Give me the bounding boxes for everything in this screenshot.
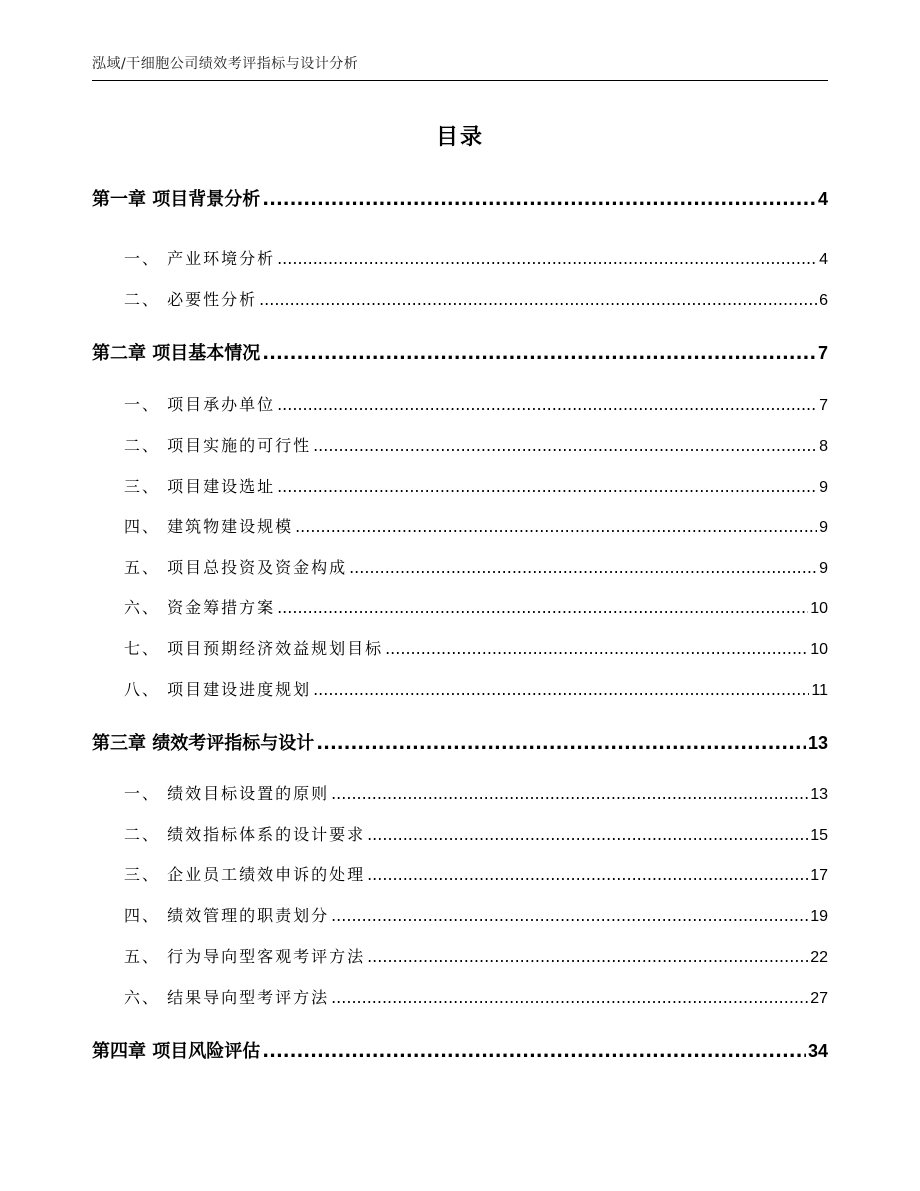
toc-entry-label: 第四章 项目风险评估 xyxy=(92,1041,261,1062)
toc-section-entry[interactable] xyxy=(92,555,828,579)
toc-leader-dots xyxy=(277,249,817,268)
toc-page-number: 9 xyxy=(819,560,828,577)
toc-page-number: 22 xyxy=(810,949,828,966)
toc-leader-dots xyxy=(385,639,808,658)
toc-entry-label: 一、 产业环境分析 xyxy=(124,249,276,268)
toc-page-number: 9 xyxy=(819,519,828,536)
toc-entry-label: 四、 绩效管理的职责划分 xyxy=(124,906,330,925)
toc-chapter-entry[interactable] xyxy=(92,185,828,213)
toc-entry-label: 七、 项目预期经济效益规划目标 xyxy=(124,639,384,658)
toc-section-entry[interactable] xyxy=(92,474,828,498)
toc-leader-dots xyxy=(262,1041,806,1062)
toc-section-entry[interactable] xyxy=(92,595,828,619)
toc-page-number: 9 xyxy=(819,479,828,496)
header-divider xyxy=(92,80,828,81)
toc-title: 目录 xyxy=(435,125,484,150)
toc-leader-dots xyxy=(367,865,808,884)
page-header: 泓域/干细胞公司绩效考评指标与设计分析 xyxy=(92,56,359,72)
toc-leader-dots xyxy=(259,290,817,309)
toc-page-number: 4 xyxy=(819,251,828,268)
toc-chapter-entry[interactable] xyxy=(92,1037,828,1065)
toc-section-entry[interactable] xyxy=(92,636,828,660)
toc-entry-label: 八、 项目建设进度规划 xyxy=(124,680,312,699)
toc-entry-label: 第二章 项目基本情况 xyxy=(92,343,261,364)
toc-section-entry[interactable] xyxy=(92,514,828,538)
toc-page-number: 10 xyxy=(810,641,828,658)
toc-page-number: 15 xyxy=(810,827,828,844)
toc-entry-label: 第三章 绩效考评指标与设计 xyxy=(92,733,315,754)
toc-entry-label: 二、 绩效指标体系的设计要求 xyxy=(124,825,366,844)
toc-entry-label: 二、 项目实施的可行性 xyxy=(124,436,312,455)
toc-page-number: 17 xyxy=(810,867,828,884)
toc-entry-label: 一、 绩效目标设置的原则 xyxy=(124,784,330,803)
toc-page-number: 11 xyxy=(811,682,828,699)
toc-section-entry[interactable] xyxy=(92,287,828,311)
toc-entry-label: 三、 项目建设选址 xyxy=(124,477,276,496)
toc-entry-label: 三、 企业员工绩效申诉的处理 xyxy=(124,865,366,884)
toc-page-number: 10 xyxy=(810,600,828,617)
toc-leader-dots xyxy=(277,598,808,617)
toc-leader-dots xyxy=(277,395,817,414)
toc-page-number: 34 xyxy=(807,1041,828,1061)
toc-chapter-entry[interactable] xyxy=(92,339,828,367)
toc-leader-dots xyxy=(262,189,816,210)
toc-page-number: 19 xyxy=(810,908,828,925)
toc-page-number: 4 xyxy=(817,189,828,209)
toc-page-number: 13 xyxy=(810,786,828,803)
toc-leader-dots xyxy=(262,343,816,364)
toc-leader-dots xyxy=(316,733,806,754)
toc-leader-dots xyxy=(331,784,808,803)
toc-section-entry[interactable] xyxy=(92,433,828,457)
toc-entry-label: 一、 项目承办单位 xyxy=(124,395,276,414)
toc-entry-label: 第一章 项目背景分析 xyxy=(92,189,261,210)
toc-leader-dots xyxy=(367,947,808,966)
toc-entry-label: 六、 资金筹措方案 xyxy=(124,598,276,617)
toc-section-entry[interactable] xyxy=(92,781,828,805)
toc-leader-dots xyxy=(295,517,817,536)
toc-section-entry[interactable] xyxy=(92,903,828,927)
toc-leader-dots xyxy=(313,436,817,455)
toc-page-number: 27 xyxy=(810,990,828,1007)
toc-entry-label: 四、 建筑物建设规模 xyxy=(124,517,294,536)
toc-section-entry[interactable] xyxy=(92,392,828,416)
toc-section-entry[interactable] xyxy=(92,822,828,846)
toc-leader-dots xyxy=(331,988,808,1007)
toc-section-entry[interactable] xyxy=(92,677,828,701)
toc-entry-label: 二、 必要性分析 xyxy=(124,290,258,309)
toc-page-number: 13 xyxy=(807,733,828,753)
toc-section-entry[interactable] xyxy=(92,985,828,1009)
toc-leader-dots xyxy=(349,558,817,577)
toc-chapter-entry[interactable] xyxy=(92,729,828,757)
toc-leader-dots xyxy=(331,906,808,925)
toc-entry-label: 六、 结果导向型考评方法 xyxy=(124,988,330,1007)
toc-entry-label: 五、 行为导向型客观考评方法 xyxy=(124,947,366,966)
toc-page-number: 8 xyxy=(819,438,828,455)
toc-section-entry[interactable] xyxy=(92,862,828,886)
toc-leader-dots xyxy=(313,680,809,699)
toc-section-entry[interactable] xyxy=(92,246,828,270)
toc-section-entry[interactable] xyxy=(92,944,828,968)
toc-entry-label: 五、 项目总投资及资金构成 xyxy=(124,558,348,577)
toc-page-number: 6 xyxy=(819,292,828,309)
toc-page-number: 7 xyxy=(819,397,828,414)
toc-page-number: 7 xyxy=(817,343,828,363)
toc-leader-dots xyxy=(367,825,808,844)
toc-leader-dots xyxy=(277,477,817,496)
